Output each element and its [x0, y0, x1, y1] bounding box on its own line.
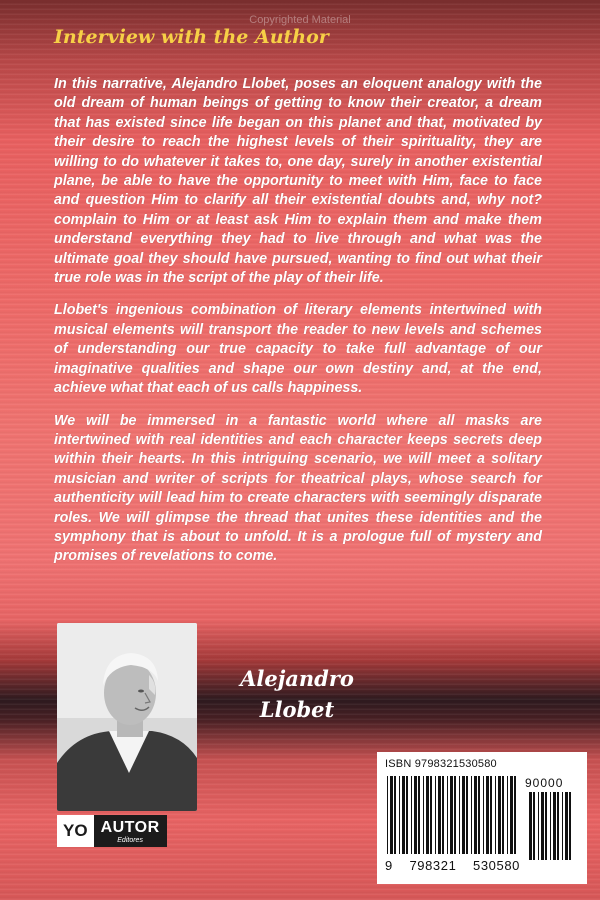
- publisher-logo-autor-text: AUTOR: [100, 818, 160, 836]
- publisher-logo-editores: Editores: [117, 836, 143, 844]
- publisher-logo-yo: YO: [57, 815, 94, 847]
- barcode-bar: [565, 792, 568, 860]
- synopsis-paragraph-3: We will be immersed in a fantastic world where all masks are intertwined with real identities and each character keeps secrets deep within their hearts. In this intriguing scenario, we will meet a solitary musician and writer of scripts for theatrical plays, whose search for authenticity will lead him to create characters with seemingly disparate roles. We will glimpse the thread that unites these identities and the symphony that is about to unfold. It is a prologue full of mystery and promises of revelations to come.: [54, 412, 542, 565]
- barcode-bar: [538, 792, 539, 860]
- barcode-bar: [414, 776, 417, 854]
- barcode-bar: [471, 776, 472, 854]
- barcode-bar: [533, 792, 535, 860]
- barcode-digit-right: 530580: [473, 858, 520, 873]
- barcode-bar: [553, 792, 556, 860]
- barcode-bar: [423, 776, 424, 854]
- barcode-bar: [514, 776, 516, 854]
- author-portrait-illustration: [57, 623, 197, 811]
- barcode-bar: [550, 792, 551, 860]
- barcode-bar: [418, 776, 420, 854]
- barcode-bar: [490, 776, 492, 854]
- barcode-bar: [442, 776, 444, 854]
- barcode-bar: [510, 776, 513, 854]
- barcode-bar: [459, 776, 460, 854]
- barcode-bar: [399, 776, 400, 854]
- author-photo: [57, 623, 197, 811]
- barcode-bar: [474, 776, 477, 854]
- ean-barcode-icon: [385, 776, 520, 860]
- barcode-bar: [390, 776, 393, 854]
- barcode-bar: [402, 776, 405, 854]
- barcode-digits: [385, 858, 520, 873]
- barcode-bar: [394, 776, 396, 854]
- barcode-area: [385, 776, 579, 874]
- isbn-barcode: [377, 752, 587, 884]
- barcode-bar: [562, 792, 563, 860]
- barcode-bar: [478, 776, 480, 854]
- addon-barcode-icon: [527, 792, 577, 860]
- barcode-bar: [486, 776, 489, 854]
- isbn-label: ISBN 9798321530580: [385, 758, 497, 770]
- barcode-digit-prefix: 9: [385, 858, 393, 873]
- barcode-bar: [569, 792, 571, 860]
- barcode-bar: [411, 776, 412, 854]
- author-last-name: Llobet: [259, 697, 335, 722]
- barcode-bar: [447, 776, 448, 854]
- synopsis-paragraph-1: In this narrative, Alejandro Llobet, poses an eloquent analogy with the old dream of human beings of getting to know their creator, a dream that has existed since life began on this planet and that, motivated by their desire to reach the highest levels of their spirituality, they are willing to do whatever it takes to, one day, surely in another existential plane, be able to have the opportunity to meet with Him, face to face and question Him to clarify all their existential doubts and, why not? complain to Him or at least ask Him to explain them and make them understand everything they had to live through and what was the ultimate goal they should have pursued, wanting to find out what their true role was in the script of the play of their life.: [54, 76, 542, 287]
- barcode-bar: [495, 776, 496, 854]
- barcode-bar: [438, 776, 441, 854]
- barcode-bar: [557, 792, 559, 860]
- barcode-bar: [529, 792, 532, 860]
- barcode-bar: [502, 776, 504, 854]
- barcode-bar: [454, 776, 456, 854]
- barcode-bar: [541, 792, 544, 860]
- copyright-watermark: Copyrighted Material: [249, 14, 351, 26]
- barcode-bar: [483, 776, 484, 854]
- author-name: [212, 663, 382, 725]
- barcode-addon-number: 90000: [525, 776, 564, 790]
- barcode-bar: [406, 776, 408, 854]
- barcode-bar: [507, 776, 508, 854]
- barcode-bar: [545, 792, 547, 860]
- barcode-bar: [466, 776, 468, 854]
- author-first-name: Alejandro: [240, 666, 354, 691]
- barcode-bar: [435, 776, 436, 854]
- barcode-bar: [450, 776, 453, 854]
- barcode-bar: [426, 776, 429, 854]
- barcode-bar: [498, 776, 501, 854]
- publisher-logo: [57, 815, 167, 847]
- section-heading: Interview with the Author: [54, 26, 329, 48]
- synopsis-text: [54, 75, 542, 580]
- barcode-bar: [387, 776, 388, 854]
- barcode-digit-left: 798321: [409, 858, 457, 873]
- synopsis-paragraph-2: Llobet's ingenious combination of literary elements intertwined with musical elements will transport the reader to new levels and schemes of understanding our true capacity to take full advantage of our imaginative qualities and shape our own destiny and, at the end, achieve what that each of us calls happiness.: [54, 302, 542, 397]
- publisher-logo-autor: [94, 815, 167, 847]
- barcode-bar: [430, 776, 432, 854]
- barcode-bar: [462, 776, 465, 854]
